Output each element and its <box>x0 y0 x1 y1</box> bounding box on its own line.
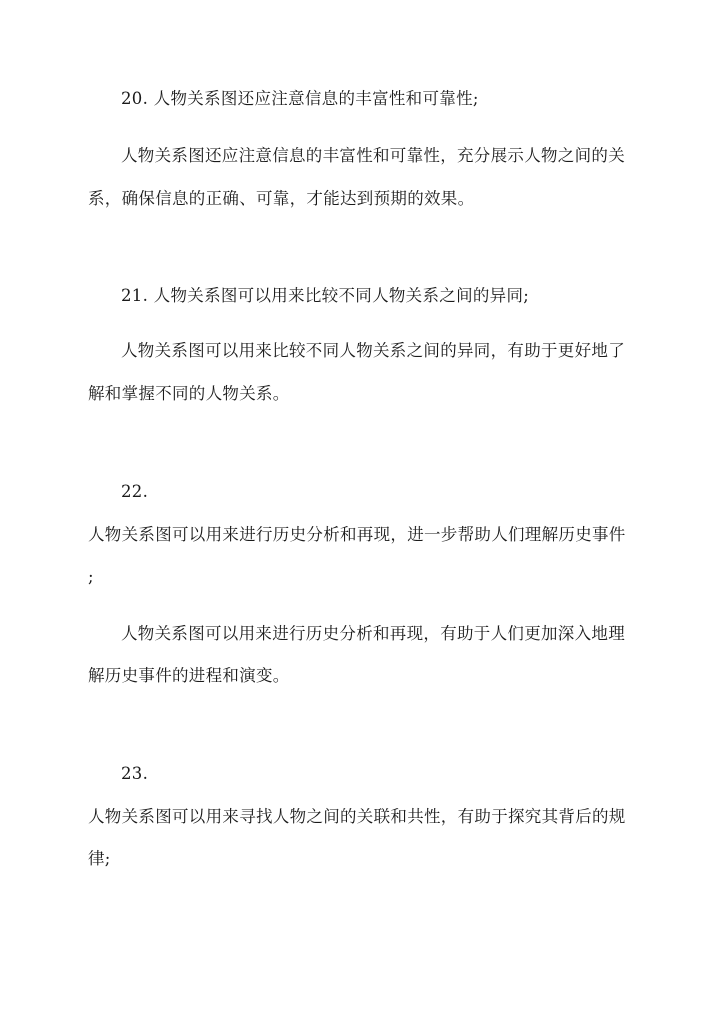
item-21-body-line-1: 人物关系图可以用来比较不同人物关系之间的异同，有助于更好地了 <box>121 341 625 360</box>
item-22-body-line-2: 解历史事件的进程和演变。 <box>88 666 290 685</box>
item-22-body-line-1: 人物关系图可以用来进行历史分析和再现，有助于人们更加深入地理 <box>121 624 625 643</box>
item-23-heading-line-2: 律; <box>88 849 111 868</box>
item-20-body-line-2: 系，确保信息的正确、可靠，才能达到预期的效果。 <box>88 189 475 208</box>
item-21-heading: 21. 人物关系图可以用来比较不同人物关系之间的异同; <box>121 286 530 305</box>
item-20-heading: 20. 人物关系图还应注意信息的丰富性和可靠性; <box>121 89 479 108</box>
item-20-body-line-1: 人物关系图还应注意信息的丰富性和可靠性，充分展示人物之间的关 <box>121 146 625 165</box>
item-23-number: 23. <box>121 764 149 783</box>
item-22-number: 22. <box>121 482 149 501</box>
item-22-heading-line-1: 人物关系图可以用来进行历史分析和再现，进一步帮助人们理解历史事件 <box>88 525 626 544</box>
item-23-heading-line-1: 人物关系图可以用来寻找人物之间的关联和共性，有助于探究其背后的规 <box>88 807 626 826</box>
item-22-heading-line-2: ; <box>88 567 94 586</box>
item-21-body-line-2: 解和掌握不同的人物关系。 <box>88 384 290 403</box>
